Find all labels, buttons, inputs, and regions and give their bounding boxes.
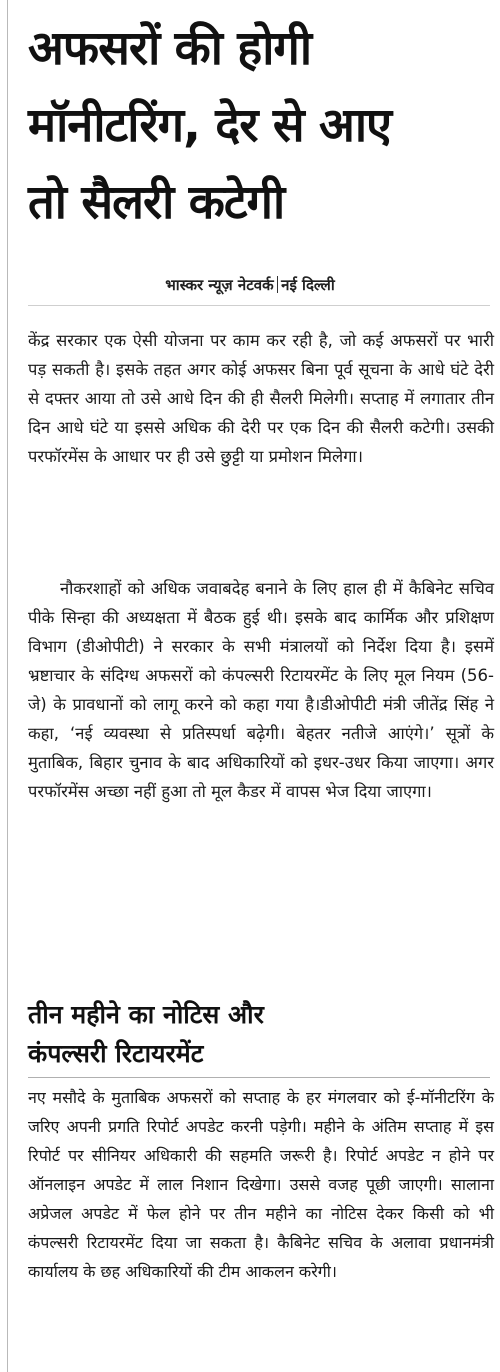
headline-line-2: मॉनीटरिंग, देर से आए [28, 98, 392, 153]
body-paragraph-1: केंद्र सरकार एक ऐसी योजना पर काम कर रही है, जो कई अफसरों पर भारी पड़ सकती है। इसके तहत अगर कोई अफसर बिना पूर्व सूचना के आधे घंटे देरी से दफ्तर आया तो उसे आधे दिन की ही सैलरी मिलेगी। सप्ताह में लगातार तीन दिन आधे घंटे या इससे अधिक की देरी पर एक दिन की सैलरी कटेगी। उसकी परफॉरमेंस के आधार पर ही उसे छुट्टी या प्रमोशन मिलेगा। [28, 331, 494, 466]
body-paragraph-2: नौकरशाहों को अधिक जवाबदेह बनाने के लिए हाल ही में कैबिनेट सचिव पीके सिन्हा की अध्यक्षता में बैठक हुई थी। इसके बाद कार्मिक और प्रशिक्षण विभाग (डीओपीटी) ने सरकार के सभी मंत्रालयों को निर्देश दिया है। इसमें भ्रष्टाचार के संदिग्ध अफसरों को कंपल्सरी रिटायरमेंट के लिए मूल नियम (56-जे) के प्रावधानों को लागू करने को कहा गया है।डीओपीटी मंत्री जीतेंद्र सिंह ने कहा, ‘नई व्यवस्था से प्रतिस्पर्धा बढ़ेगी। बेहतर नतीजे आएंगे।’ सूत्रों के मुताबिक, बिहार चुनाव के बाद अधिकारियों को इधर-उधर किया जाएगा। अगर परफॉरमेंस अच्छा नहीं हुआ तो मूल कैडर में वापस भेज दिया जाएगा। [28, 579, 494, 801]
headline-line-3: तो सैलरी कटेगी [28, 175, 285, 230]
byline-location: नई दिल्ली [281, 276, 335, 294]
headline-line-1: अफसरों की होगी [28, 21, 312, 76]
box-paragraph: नए मसौदे के मुताबिक अफसरों को सप्ताह के हर मंगलवार को ई-मॉनीटरिंग के जरिए अपनी प्रगति रिपोर्ट अपडेट करनी पड़ेगी। महीने के अंतिम सप्ताह में इस रिपोर्ट पर सीनियर अधिकारी की सहमति जरूरी है। रिपोर्ट अपडेट न होने पर ऑनलाइन अपडेट में लाल निशान दिखेगा। उससे वजह पूछी जाएगी। सालाना अप्रेजल अपडेट में फेल होने पर तीन महीने का नोटिस देकर किसी को भी कंपल्सरी रिटायरमेंट दिया जा सकता है। कैबिनेट सचिव के अलावा प्रधानमंत्री कार्यालय के छह अधिकारियों की टीम आकलन करेगी। [28, 1088, 494, 1281]
subheading-line-1: तीन महीने का नोटिस और [28, 1000, 264, 1029]
byline [0, 274, 500, 296]
subheading [28, 995, 490, 1073]
byline-source: भास्कर न्यूज़ नेटवर्क [165, 276, 274, 294]
column-edge-rule [7, 0, 8, 1372]
subheading-line-2: कंपल्सरी रिटायरमेंट [28, 1039, 204, 1068]
byline-divider [28, 305, 490, 306]
box-divider [28, 1077, 490, 1078]
headline [28, 10, 490, 241]
byline-separator [277, 276, 279, 293]
